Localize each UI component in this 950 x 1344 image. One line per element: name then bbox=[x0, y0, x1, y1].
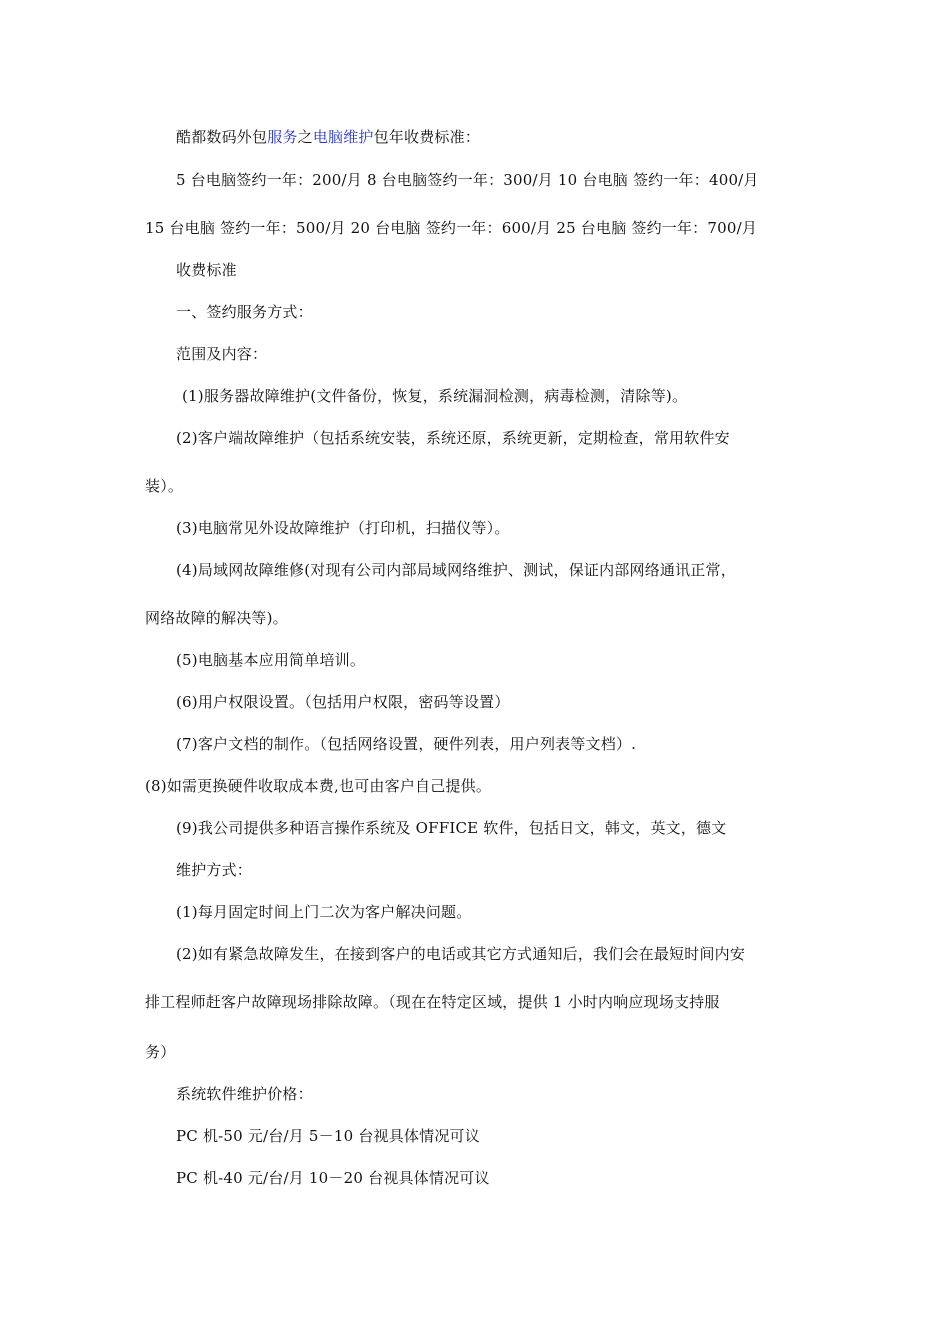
scope-item-5: (5)电脑基本应用简单培训。 bbox=[176, 651, 366, 669]
scope-item-6: (6)用户权限设置。（包括用户权限，密码等设置） bbox=[176, 693, 510, 711]
maintenance-title: 维护方式： bbox=[176, 861, 253, 879]
section1-title: 一、签约服务方式： bbox=[176, 303, 313, 321]
maintenance-item-2-end: 务） bbox=[145, 1043, 176, 1061]
maintenance-item-1: (1)每月固定时间上门二次为客户解决问题。 bbox=[176, 903, 472, 921]
software-price-title: 系统软件维护价格： bbox=[176, 1085, 313, 1103]
scope-item-2: (2)客户端故障维护（包括系统安装，系统还原，系统更新，定期检查，常用软件安 bbox=[176, 429, 730, 447]
scope-item-4-cont: 网络故障的解决等)。 bbox=[145, 609, 288, 627]
pc-price-2: PC 机-40 元/台/月 10－20 台视具体情况可议 bbox=[176, 1169, 490, 1187]
scope-item-2-cont: 装）。 bbox=[145, 477, 184, 495]
title-mid: 之 bbox=[297, 128, 313, 146]
scope-item-8: (8)如需更换硬件收取成本费,也可由客户自己提供。 bbox=[145, 777, 492, 795]
scope-item-7: (7)客户文档的制作。（包括网络设置，硬件列表，用户列表等文档）. bbox=[176, 735, 637, 753]
computer-maintenance-link[interactable]: 电脑维护 bbox=[312, 128, 374, 146]
fee-standard-heading: 收费标准 bbox=[176, 261, 237, 279]
maintenance-item-2-cont: 排工程师赶客户故障现场排除故障。（现在在特定区域，提供 1 小时内响应现场支持服 bbox=[145, 993, 720, 1011]
scope-item-3: (3)电脑常见外设故障维护（打印机，扫描仪等）。 bbox=[176, 519, 510, 537]
scope-title: 范围及内容： bbox=[176, 345, 268, 363]
pc-price-1: PC 机-50 元/台/月 5－10 台视具体情况可议 bbox=[176, 1127, 480, 1145]
doc-title bbox=[176, 126, 480, 148]
title-suffix: 包年收费标准： bbox=[373, 128, 481, 146]
maintenance-item-2: (2)如有紧急故障发生，在接到客户的电话或其它方式通知后，我们会在最短时间内安 bbox=[176, 945, 746, 963]
title-prefix: 酷都数码外包 bbox=[176, 128, 268, 146]
scope-item-4: (4)局域网故障维修(对现有公司内部局域网络维护、测试，保证内部网络通讯正常， bbox=[176, 561, 736, 579]
scope-item-9: (9)我公司提供多种语言操作系统及 OFFICE 软件，包括日文，韩文，英文，德文 bbox=[176, 819, 727, 837]
scope-item-1: (1)服务器故障维护(文件备份，恢复，系统漏洞检测，病毒检测，清除等)。 bbox=[182, 387, 688, 405]
price-line-1: 5 台电脑签约一年：200/月 8 台电脑签约一年：300/月 10 台电脑 签约一年：400/月 bbox=[176, 171, 759, 189]
price-line-2: 15 台电脑 签约一年：500/月 20 台电脑 签约一年：600/月 25 台电脑 签约一年：700/月 bbox=[145, 219, 758, 237]
service-link[interactable]: 服务 bbox=[267, 128, 298, 146]
